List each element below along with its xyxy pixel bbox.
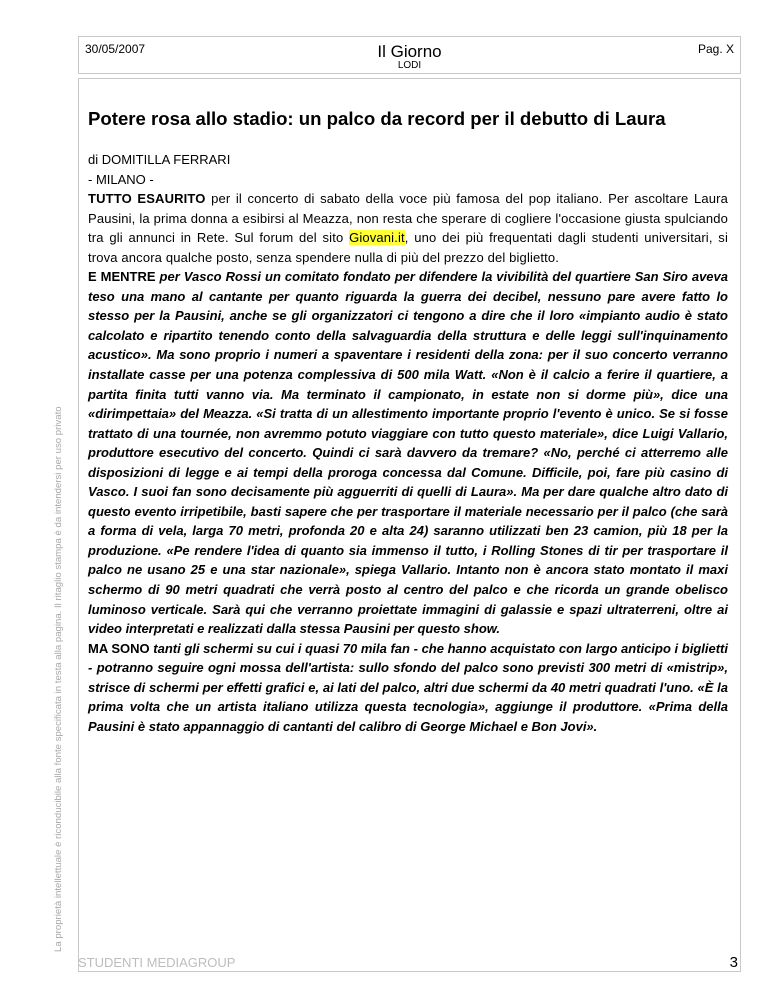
paragraph-1-text-a: per il concerto di sabato della voce più famosa del pop italiano. Per ascoltare Laura Pausini, la prima donna a esibirsi al Meazza, non resta che sperare di cogliere l'occasione giusta spulciando tra gli annunci in Rete. Sul forum del sito [88, 191, 728, 246]
article-body [88, 150, 728, 736]
edition-label: LODI [397, 60, 422, 71]
article-byline: di DOMITILLA FERRARI [88, 152, 231, 167]
paragraph-3-text: tanti gli schermi su cui i quasi 70 mila fan - che hanno acquistato con largo anticipo i biglietti - potranno seguire ogni mossa dell'artista: sullo sfondo del palco sono previsti 300 metri di «mistrip», strisce di schermi per effetti grafici e, ai lati del palco, altri due schermi da 40 metri quadrati l'uno. «È la prima volta che un artista italiano utilizza questa tecnologia», aggiunge il produttore. «Prima della Pausini è stato appannaggio di cantanti del calibro di George Michael e Bon Jovi». [88, 640, 728, 734]
paragraph-1-lead: TUTTO ESAURITO [88, 191, 206, 207]
page-label: Pag. X [697, 42, 734, 56]
paragraph-1 [88, 189, 728, 267]
paragraph-2-text: per Vasco Rossi un comitato fondato per difendere la vivibilità del quartiere San Siro aveva teso una mano al cantante per quanto riguarda la guerra dei decibel, nessuno pare avere fatto lo stesso per la Pausini, anche se gli organizzatori ci tengono a dire che il loro «impianto audio è stato calcolato e ripartito tenendo conto della salvaguardia della struttura e delle leggi sull'inquinamento acustico». Ma sono proprio i numeri a spaventare i residenti della zona: per il suo concerto verranno installate casse per una potenza complessiva di 500 mila Watt. «Non è il calcio a ferire il quartiere, a partita finita tutti vanno via. Ma terminato il campionato, in estate non si dorme più», dice una «dirimpettaia» del Meazza. «Si tratta di un allestimento importante proprio l'evento è unico. Se si fosse trattato di una tournée, non avremmo potuto viaggiare con tutto questo materiale», dice Luigi Vallario, produttore esecutivo del concerto. Quindi ci sarà davvero da tremare? «No, perché ci atterremo alle disposizioni di legge e ai tempi della proroga concessa dal Comune. Difficile, poi, fare più casino di Vasco. I suoi fan sono decisamente più agguerriti di quelli di Laura». Ma per dare qualche altro dato di questo evento irripetibile, basti sapere che per trasportare il materiale necessario per il palco (che sarà a forma di vela, larga 70 metri, profonda 20 e alta 24) saranno utilizzati ben 23 camion, più 18 per la produzione. «Pe rendere l'idea di quanto sia immenso il tutto, i Rolling Stones di tir per trasportare il palco ne usano 25 e una star nazionale», spiega Vallario. Intanto non è ancora stato montato il maxi schermo di 90 metri quadrati che verrà posto al centro del palco e che ricorda un grande obelisco luminoso verticale. Sarà qui che verranno proiettate immagini di galassie e spazi ultraterreni, oltre ai video interpretati e realizzati dalla stessa Pausini per questo show. [88, 269, 729, 637]
article-dateline: - MILANO - [88, 171, 154, 187]
giovani-link[interactable]: Giovani.it [349, 230, 405, 246]
article-headline: Potere rosa allo stadio: un palco da record per il debutto di Laura [88, 108, 666, 129]
paragraph-2 [88, 267, 728, 638]
paragraph-3-lead: MA SONO [88, 640, 150, 656]
footer-brand: STUDENTI MEDIAGROUP [78, 955, 236, 970]
paragraph-2-lead: E MENTRE [88, 269, 156, 285]
copyright-side-note: La proprietà intellettuale è riconducibile alla fonte specificata in testa alla pagina. Il ritaglio stampa è da intendersi per uso privato [53, 406, 64, 952]
page-header [78, 36, 741, 74]
header-date: 30/05/2007 [85, 42, 146, 56]
paragraph-1-text-b: , uno dei più frequentati dagli studenti universitari, si trova ancora qualche posto, senza spendere nulla di più del prezzo del biglietto. [88, 230, 729, 265]
page-number: 3 [729, 954, 738, 971]
paragraph-3 [88, 639, 728, 737]
publication-title: Il Giorno [377, 42, 442, 61]
